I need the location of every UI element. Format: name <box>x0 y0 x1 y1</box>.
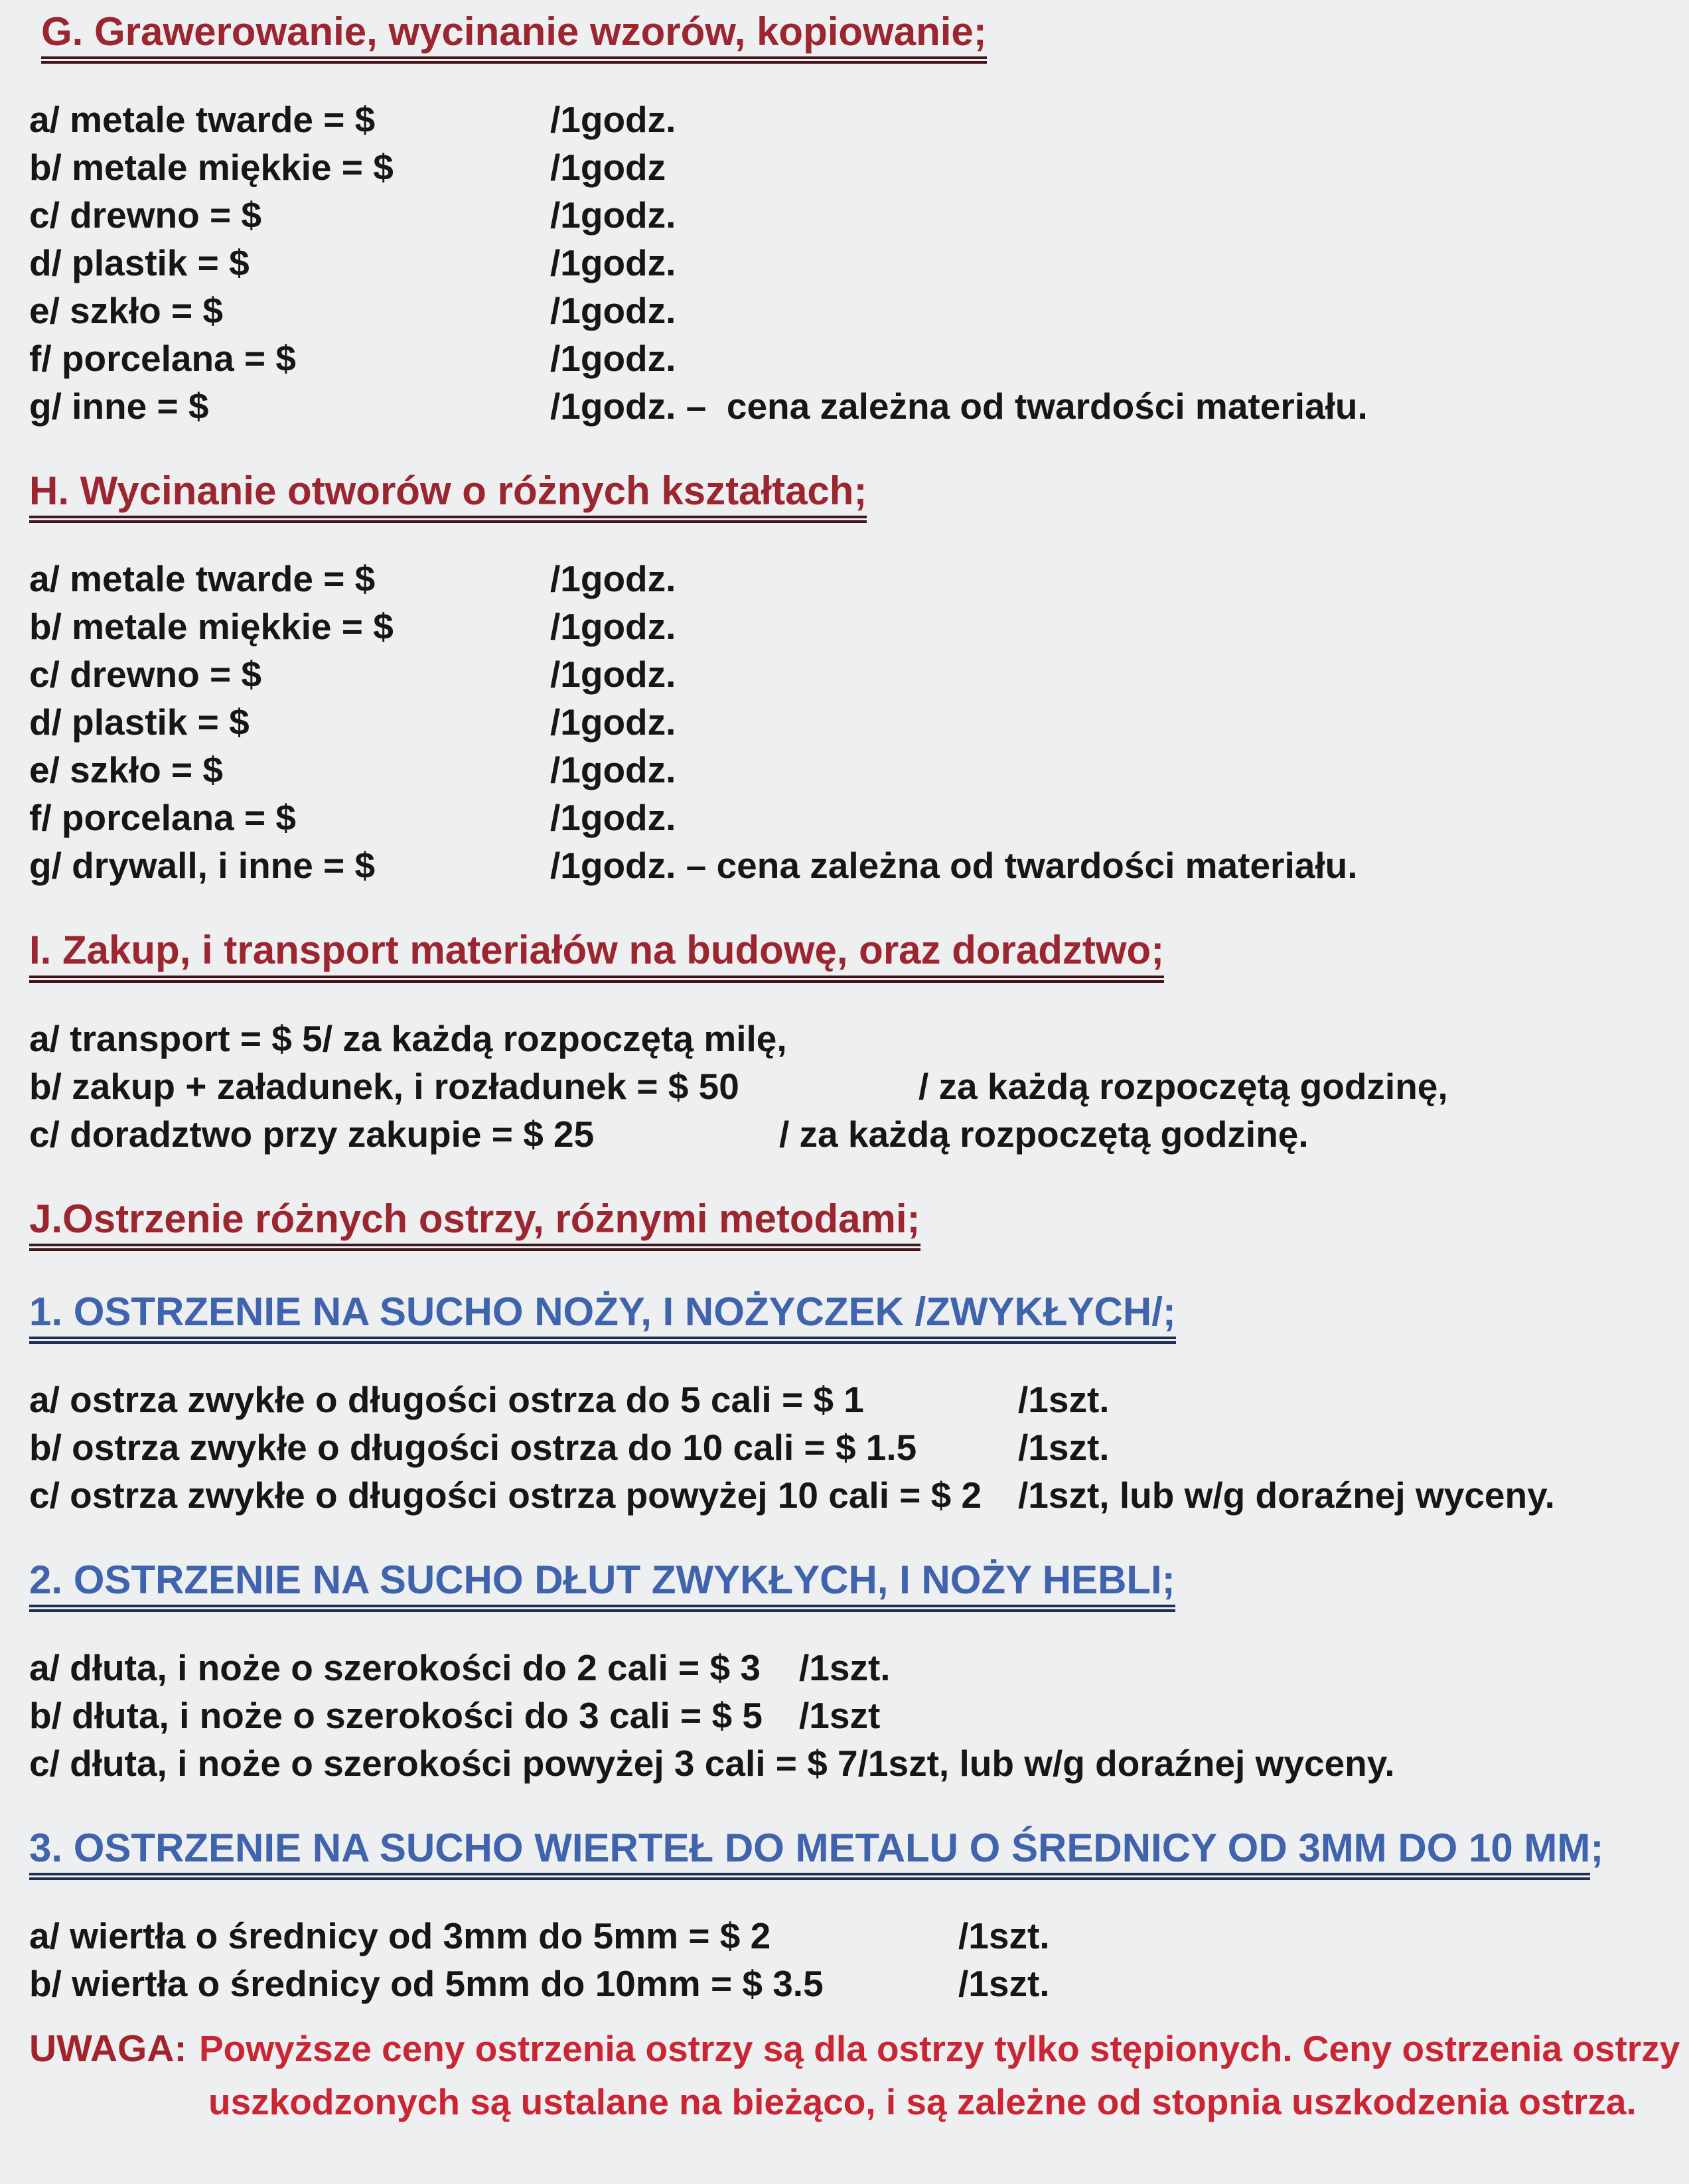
price-row-item: a/ metale twarde = $ <box>29 99 376 141</box>
price-row-item: g/ drywall, i inne = $ <box>29 845 376 887</box>
section-heading-text: H. Wycinanie otworów o różnych kształtach; <box>29 469 867 523</box>
section-heading-i <box>29 928 1682 982</box>
price-row-unit: /1godz. <box>550 338 676 380</box>
sections-container <box>29 9 1682 2007</box>
price-row-unit: /1godz. – cena zależna od twardości materiału. <box>550 845 1358 887</box>
price-row-unit: /1szt. <box>799 1647 891 1689</box>
price-row-unit: /1godz. <box>550 654 676 695</box>
price-row-3-1 <box>29 1960 1682 2007</box>
section-heading-g <box>41 9 1682 64</box>
price-row-item: a/ metale twarde = $ <box>29 558 376 600</box>
price-row-g-4 <box>29 287 1682 334</box>
price-row-h-4 <box>29 746 1682 794</box>
price-row-1-0 <box>29 1376 1682 1423</box>
price-row-unit: /1godz. <box>550 606 676 648</box>
section-heading-1 <box>29 1289 1682 1344</box>
price-row-3-0 <box>29 1912 1682 1960</box>
price-row-item: a/ ostrza zwykłe o długości ostrza do 5 cali = $ 1 <box>29 1378 864 1420</box>
price-row-unit: /1godz. <box>550 194 676 236</box>
section-i <box>29 928 1682 1157</box>
price-row-item: e/ szkło = $ <box>29 749 223 791</box>
section-heading-text: 2. OSTRZENIE NA SUCHO DŁUT ZWYKŁYCH, I NOŻY HEBLI; <box>29 1558 1175 1612</box>
price-row-item: g/ inne = $ <box>29 386 209 427</box>
price-row-unit: / za każdą rozpoczętą godzinę. <box>779 1113 1309 1155</box>
price-rows <box>29 1912 1682 2007</box>
price-row-item: c/ dłuta, i noże o szerokości powyżej 3 cali = $ 7 <box>29 1743 858 1784</box>
section-1 <box>29 1289 1682 1519</box>
uwaga-line-1: Powyższe ceny ostrzenia ostrzy są dla ostrzy tylko stępionych. Ceny ostrzenia ostrzy <box>199 2028 1680 2070</box>
price-row-item: b/ metale miękkie = $ <box>29 147 394 188</box>
price-row-item: a/ wiertła o średnicy od 3mm do 5mm = $ 2 <box>29 1915 771 1957</box>
price-row-1-1 <box>29 1423 1682 1471</box>
price-row-item: b/ zakup + załadunek, i rozładunek = $ 50 <box>29 1065 739 1107</box>
price-row-unit: /1szt. <box>958 1963 1050 2005</box>
price-row-item: f/ porcelana = $ <box>29 338 296 380</box>
section-heading-text: G. Grawerowanie, wycinanie wzorów, kopiowanie; <box>41 9 987 64</box>
price-row-g-2 <box>29 191 1682 239</box>
price-row-unit: / za każdą rozpoczętą godzinę, <box>918 1065 1448 1107</box>
price-row-item: e/ szkło = $ <box>29 290 223 332</box>
price-row-g-6 <box>29 382 1682 430</box>
price-rows <box>29 1644 1682 1787</box>
price-row-2-0 <box>29 1644 1682 1692</box>
section-heading-text: J.Ostrzenie różnych ostrzy, różnymi metodami; <box>29 1197 920 1251</box>
price-row-unit: /1godz. <box>550 701 676 743</box>
price-row-g-3 <box>29 239 1682 287</box>
price-row-2-1 <box>29 1692 1682 1739</box>
price-row-i-0 <box>29 1015 1682 1062</box>
price-row-item: b/ wiertła o średnicy od 5mm do 10mm = $ 3.5 <box>29 1963 824 2005</box>
price-row-item: d/ plastik = $ <box>29 242 250 284</box>
price-row-1-2 <box>29 1471 1682 1519</box>
price-row-unit: /1godz. <box>550 797 676 839</box>
uwaga-label: UWAGA: <box>29 2027 187 2071</box>
price-row-unit: /1godz <box>550 147 666 188</box>
price-row-h-0 <box>29 555 1682 603</box>
price-row-item: b/ metale miękkie = $ <box>29 606 394 648</box>
section-3 <box>29 1826 1682 2007</box>
price-row-item: c/ drewno = $ <box>29 654 261 695</box>
price-row-unit: /1godz. <box>550 558 676 600</box>
price-row-h-2 <box>29 650 1682 698</box>
section-heading-suffix: ; <box>1590 1826 1604 1871</box>
price-row-item: c/ ostrza zwykłe o długości ostrza powyżej 10 cali = $ 2 <box>29 1474 982 1516</box>
price-row-unit: /1godz. <box>550 242 676 284</box>
section-h <box>29 469 1682 889</box>
price-row-unit: /1godz. <box>550 99 676 141</box>
price-row-h-1 <box>29 603 1682 650</box>
price-row-item: c/ doradztwo przy zakupie = $ 25 <box>29 1113 595 1155</box>
price-row-g-1 <box>29 143 1682 191</box>
price-row-item: f/ porcelana = $ <box>29 797 296 839</box>
section-heading-h <box>29 469 1682 523</box>
price-row-unit: /1szt <box>799 1695 881 1737</box>
section-heading-3 <box>29 1826 1682 1880</box>
price-row-item: a/ dłuta, i noże o szerokości do 2 cali = $ 3 <box>29 1647 761 1689</box>
price-rows <box>29 96 1682 430</box>
price-row-unit: /1godz. – cena zależna od twardości materiału. <box>550 386 1368 427</box>
price-row-item: c/ drewno = $ <box>29 194 261 236</box>
section-2 <box>29 1558 1682 1787</box>
section-heading-2 <box>29 1558 1682 1612</box>
price-row-item: d/ plastik = $ <box>29 701 250 743</box>
section-j <box>29 1197 1682 1251</box>
uwaga-note <box>29 2022 1682 2128</box>
price-row-item: a/ transport = $ 5/ za każdą rozpoczętą milę, <box>29 1017 787 1059</box>
price-list-document <box>29 9 1682 2128</box>
price-rows <box>29 1015 1682 1158</box>
price-row-i-1 <box>29 1062 1682 1110</box>
price-row-h-5 <box>29 794 1682 841</box>
section-heading-text: 1. OSTRZENIE NA SUCHO NOŻY, I NOŻYCZEK /ZWYKŁYCH/; <box>29 1289 1176 1344</box>
uwaga-text <box>199 2022 1682 2128</box>
price-row-g-5 <box>29 334 1682 382</box>
price-row-item: b/ dłuta, i noże o szerokości do 3 cali = $ 5 <box>29 1695 763 1737</box>
uwaga-line-2: uszkodzonych są ustalane na bieżąco, i są zależne od stopnia uszkodzenia ostrza. <box>208 2081 1637 2123</box>
section-heading-text: 3. OSTRZENIE NA SUCHO WIERTEŁ DO METALU O ŚREDNICY OD 3MM DO 10 MM <box>29 1826 1590 1880</box>
price-row-g-0 <box>29 96 1682 143</box>
price-row-unit: /1szt. <box>1018 1378 1110 1420</box>
price-row-unit: /1szt, lub w/g doraźnej wyceny. <box>1018 1474 1555 1516</box>
price-row-unit: /1szt. <box>958 1915 1050 1957</box>
price-row-h-3 <box>29 698 1682 746</box>
price-rows <box>29 1376 1682 1519</box>
section-heading-text: I. Zakup, i transport materiałów na budowę, oraz doradztwo; <box>29 928 1164 982</box>
price-row-i-2 <box>29 1110 1682 1158</box>
price-rows <box>29 555 1682 889</box>
price-row-2-2 <box>29 1739 1682 1787</box>
price-row-unit: /1godz. <box>550 290 676 332</box>
section-heading-j <box>29 1197 1682 1251</box>
price-row-unit: /1godz. <box>550 749 676 791</box>
section-g <box>29 9 1682 430</box>
price-row-unit: /1szt. <box>1018 1426 1110 1468</box>
price-row-unit: /1szt, lub w/g doraźnej wyceny. <box>857 1743 1395 1784</box>
price-row-item: b/ ostrza zwykłe o długości ostrza do 10 cali = $ 1.5 <box>29 1426 917 1468</box>
price-row-h-6 <box>29 841 1682 889</box>
